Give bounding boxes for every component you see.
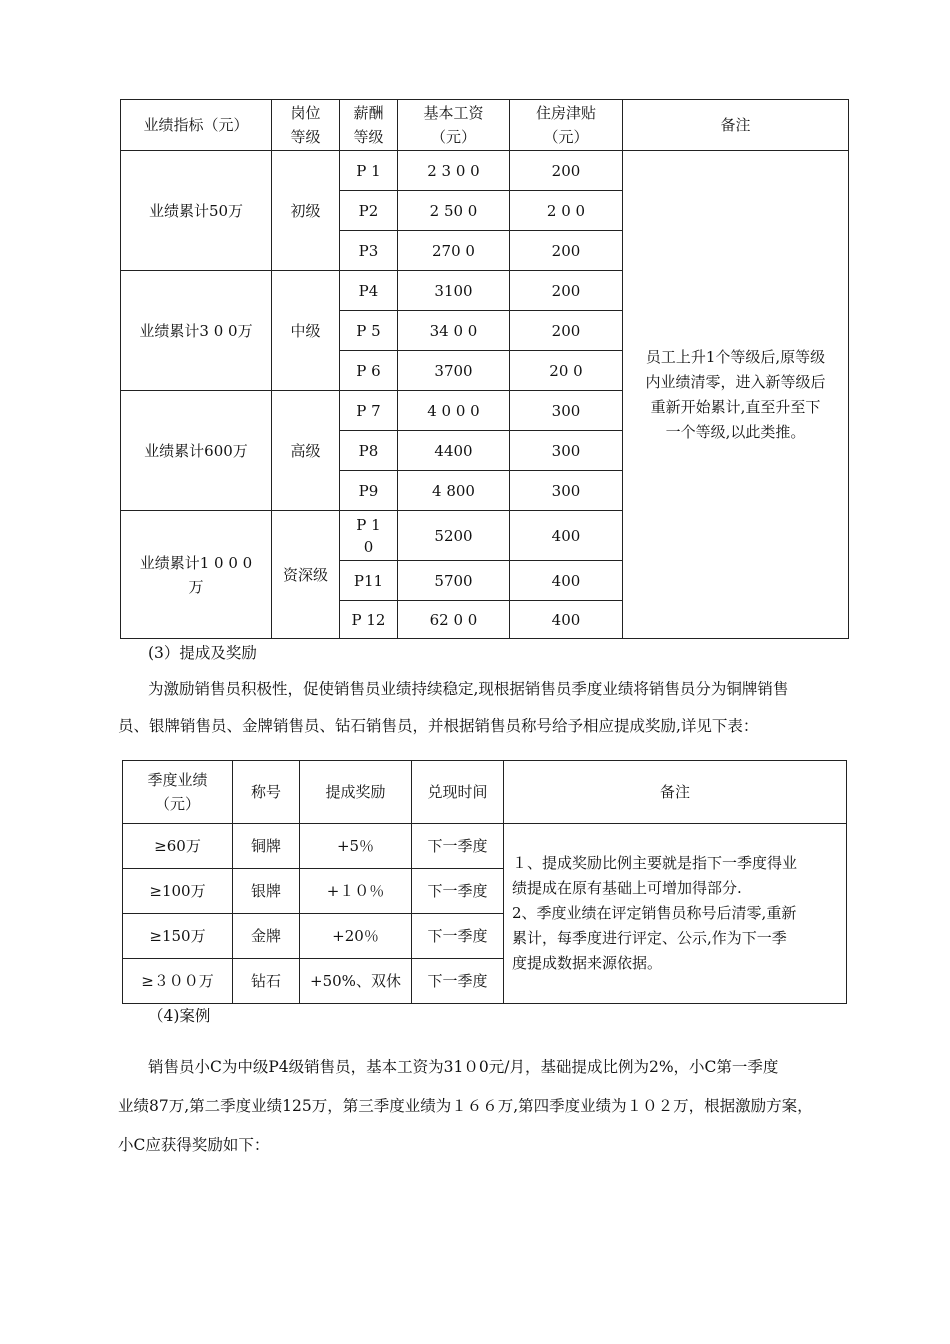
title-cell: 银牌: [233, 869, 300, 914]
allowance-cell: 400: [510, 561, 623, 601]
remarks-note: １、提成奖励比例主要就是指下一季度得业 绩提成在原有基础上可增加得部分. 2、季度业绩在评定销售员称号后清零,重新 累计，每季度进行评定、公示,作为下一季 度提成数据来源依据。: [504, 824, 847, 1004]
pay-level-cell: P 12: [340, 601, 398, 639]
allowance-cell: 200: [510, 311, 623, 351]
allowance-cell: 300: [510, 391, 623, 431]
base-salary-cell: 4 0 0 0: [398, 391, 510, 431]
header-commission: 提成奖励: [300, 761, 412, 824]
header-post-level: 岗位 等级: [272, 100, 340, 151]
base-salary-cell: 2 3 0 0: [398, 151, 510, 191]
section-3-title: (3）提成及奖励: [148, 644, 257, 662]
allowance-cell: 200: [510, 231, 623, 271]
base-salary-cell: 5200: [398, 511, 510, 561]
allowance-cell: 2 0 0: [510, 191, 623, 231]
payout-cell: 下一季度: [412, 869, 504, 914]
pay-level-cell: P 1: [340, 151, 398, 191]
paragraph-2-line-1: 销售员小C为中级P4级销售员，基本工资为31０0元/月，基础提成比例为2%，小C第一季度: [148, 1058, 779, 1076]
header-payout-time: 兑现时间: [412, 761, 504, 824]
indicator-cell: 业绩累计1 0 0 0 万: [121, 511, 272, 639]
base-salary-cell: 4 800: [398, 471, 510, 511]
base-salary-cell: 4400: [398, 431, 510, 471]
allowance-cell: 300: [510, 431, 623, 471]
base-salary-cell: 62 0 0: [398, 601, 510, 639]
paragraph-1-line-1: 为激励销售员积极性，促使销售员业绩持续稳定,现根据销售员季度业绩将销售员分为铜牌销售: [148, 680, 789, 698]
pay-level-cell: P 5: [340, 311, 398, 351]
header-quarter-performance: 季度业绩 （元）: [123, 761, 233, 824]
header-remarks: 备注: [504, 761, 847, 824]
paragraph-2-line-2: 业绩87万,第二季度业绩125万，第三季度业绩为１６６万,第四季度业绩为１０２万，根据激励方案，: [118, 1097, 813, 1115]
pay-level-cell: P 6: [340, 351, 398, 391]
remarks-note: 员工上升1个等级后,原等级 内业绩清零，进入新等级后 重新开始累计,直至升至下 一个等级,以此类推。: [623, 151, 849, 639]
commission-cell: +20％: [300, 914, 412, 959]
salary-level-table: [120, 99, 849, 639]
pay-level-cell: P9: [340, 471, 398, 511]
indicator-cell: 业绩累计3 0 0万: [121, 271, 272, 391]
allowance-cell: 200: [510, 271, 623, 311]
header-pay-level: 薪酬 等级: [340, 100, 398, 151]
payout-cell: 下一季度: [412, 959, 504, 1004]
header-indicator: 业绩指标（元）: [121, 100, 272, 151]
title-cell: 金牌: [233, 914, 300, 959]
pay-level-cell: P3: [340, 231, 398, 271]
performance-cell: ≥150万: [123, 914, 233, 959]
commission-table: [122, 760, 847, 1004]
table-row: [121, 151, 849, 191]
allowance-cell: 20 0: [510, 351, 623, 391]
pay-level-cell: P 1 0: [340, 511, 398, 561]
base-salary-cell: 270 0: [398, 231, 510, 271]
level-cell: 资深级: [272, 511, 340, 639]
header-remarks: 备注: [623, 100, 849, 151]
base-salary-cell: 5700: [398, 561, 510, 601]
pay-level-cell: P4: [340, 271, 398, 311]
section-4-title: （4)案例: [148, 1007, 211, 1025]
performance-cell: ≥100万: [123, 869, 233, 914]
payout-cell: 下一季度: [412, 824, 504, 869]
pay-level-cell: P11: [340, 561, 398, 601]
paragraph-1-line-2: 员、银牌销售员、金牌销售员、钻石销售员，并根据销售员称号给予相应提成奖励,详见下表：: [118, 717, 759, 735]
commission-cell: +１０％: [300, 869, 412, 914]
pay-level-cell: P 7: [340, 391, 398, 431]
header-base-salary: 基本工资 （元）: [398, 100, 510, 151]
allowance-cell: 200: [510, 151, 623, 191]
base-salary-cell: 3100: [398, 271, 510, 311]
level-cell: 高级: [272, 391, 340, 511]
table-row: [123, 824, 847, 869]
performance-cell: ≥60万: [123, 824, 233, 869]
pay-level-cell: P2: [340, 191, 398, 231]
allowance-cell: 300: [510, 471, 623, 511]
indicator-cell: 业绩累计50万: [121, 151, 272, 271]
title-cell: 铜牌: [233, 824, 300, 869]
commission-cell: +5％: [300, 824, 412, 869]
level-cell: 初级: [272, 151, 340, 271]
header-housing-allowance: 住房津贴 （元）: [510, 100, 623, 151]
level-cell: 中级: [272, 271, 340, 391]
pay-level-cell: P8: [340, 431, 398, 471]
indicator-cell: 业绩累计600万: [121, 391, 272, 511]
base-salary-cell: 3700: [398, 351, 510, 391]
header-title: 称号: [233, 761, 300, 824]
payout-cell: 下一季度: [412, 914, 504, 959]
title-cell: 钻石: [233, 959, 300, 1004]
commission-cell: +50%、双休: [300, 959, 412, 1004]
base-salary-cell: 2 50 0: [398, 191, 510, 231]
performance-cell: ≥３００万: [123, 959, 233, 1004]
allowance-cell: 400: [510, 511, 623, 561]
base-salary-cell: 34 0 0: [398, 311, 510, 351]
allowance-cell: 400: [510, 601, 623, 639]
paragraph-2-line-3: 小C应获得奖励如下：: [118, 1136, 270, 1154]
